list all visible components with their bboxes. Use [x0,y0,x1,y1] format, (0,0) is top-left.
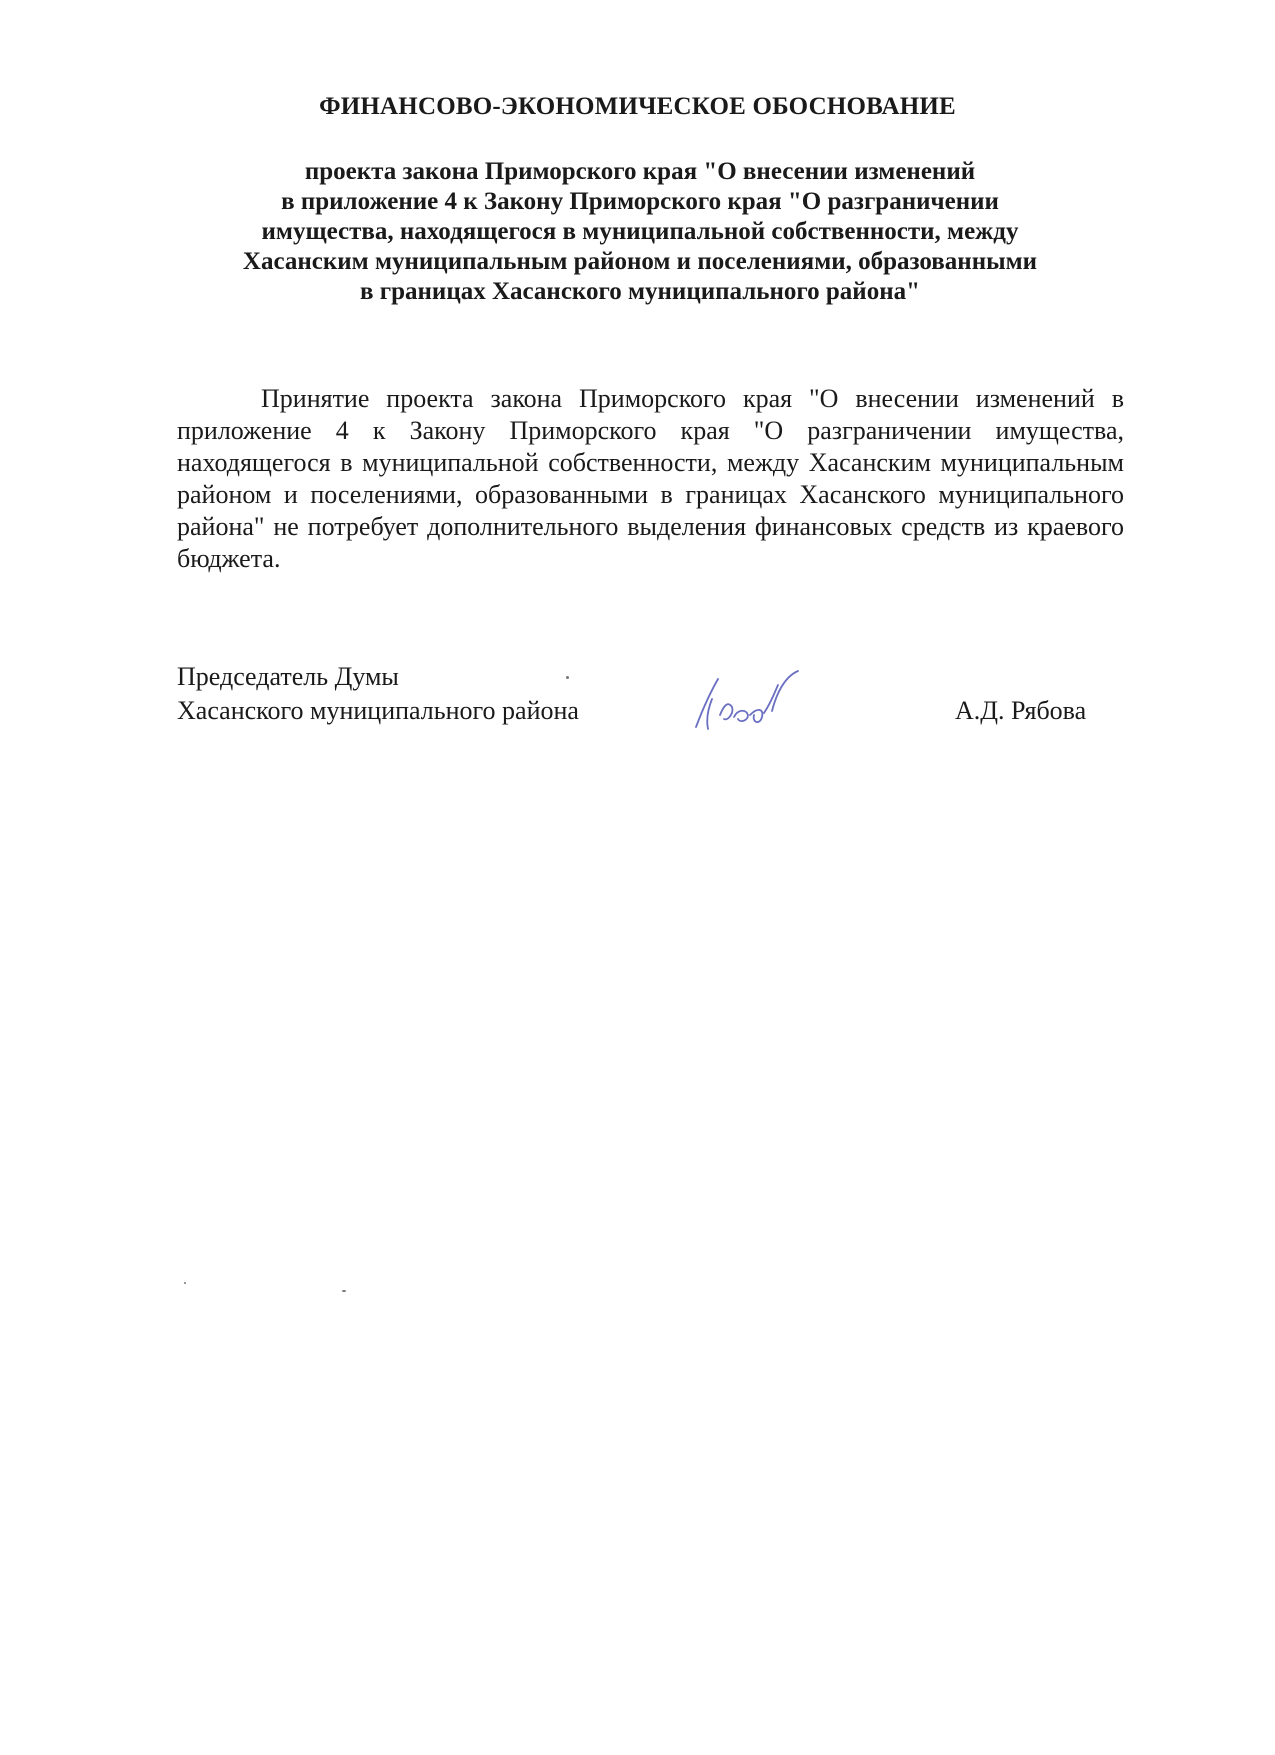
scan-speck [184,1282,186,1284]
signer-position-line: Председатель Думы [177,662,399,691]
subtitle-line: в границах Хасанского муниципального района" [360,278,920,305]
body-paragraph: Принятие проекта закона Приморского края "О внесении изменений в приложение 4 к Закону Приморского края "О разграничении имущества, находящегося в муниципальной собственности, между Хасанским муниципальным районом и поселениями, образованными в границах Хасанского муниципального района" не потребует дополнительного выделения финансовых средств из краевого бюджета. [177,384,1124,573]
subtitle-line: Хасанским муниципальным районом и поселениями, образованными [242,248,1038,275]
handwritten-signature [688,665,808,735]
signer-position [177,660,579,728]
signer-name: А.Д. Рябова [955,696,1087,725]
subtitle-line: в приложение 4 к Закону Приморского края "О разграничении [281,188,999,215]
signer-position-line: Хасанского муниципального района [177,696,579,725]
subtitle-line: проекта закона Приморского края "О внесении изменений [304,158,976,185]
document-title: ФИНАНСОВО-ЭКОНОМИЧЕСКОЕ ОБОСНОВАНИЕ [319,93,956,120]
subtitle-line: имущества, находящегося в муниципальной собственности, между [261,218,1019,245]
scan-speck [566,676,569,679]
scan-speck [342,1290,346,1292]
document-subtitle [140,157,1140,307]
